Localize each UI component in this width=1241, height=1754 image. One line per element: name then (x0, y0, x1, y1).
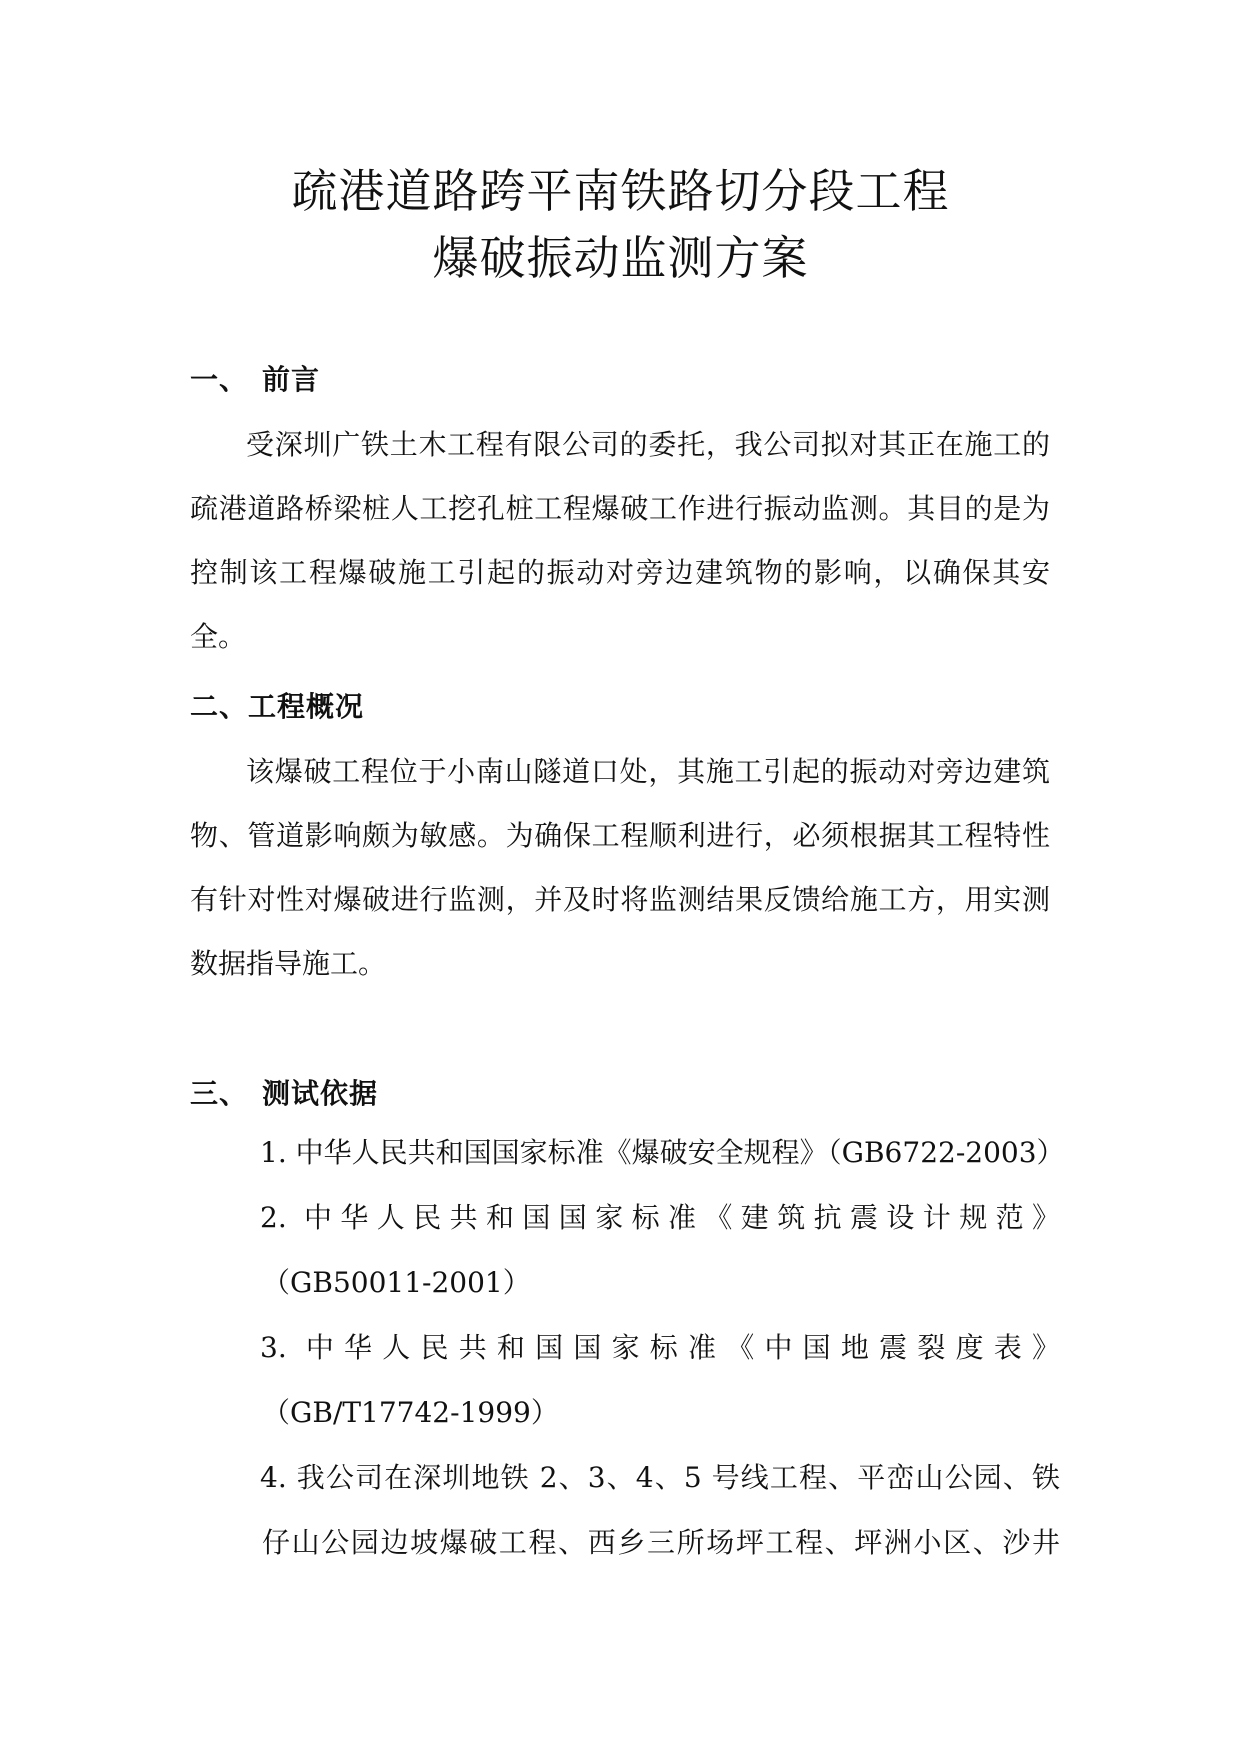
reference-item-4-line-2: 仔山公园边坡爆破工程、西乡三所场坪工程、坪洲小区、沙井 (262, 1526, 1060, 1559)
section-1-title: 前言 (262, 363, 321, 396)
section-2-title: 工程概况 (248, 690, 365, 723)
section-3-title: 测试依据 (262, 1077, 379, 1110)
reference-item-1: 1. 中华人民共和国国家标准《爆破安全规程》（GB6722-2003） (260, 1136, 1065, 1169)
section-2-number: 二、 (190, 690, 249, 723)
section-3-number: 三、 (190, 1077, 249, 1110)
section-1-heading (190, 358, 320, 398)
section-3-heading (190, 1072, 378, 1112)
document-title-line-2: 爆破振动监测方案 (432, 231, 809, 285)
section-1-paragraph: 受深圳广铁土木工程有限公司的委托，我公司拟对其正在施工的疏港道路桥梁桩人工挖孔桩工程爆破工作进行振动监测。其目的是为控制该工程爆破施工引起的振动对旁边建筑物的影响，以确保其安全。 (190, 428, 1050, 653)
section-1-number: 一、 (190, 363, 249, 396)
document-title-line-1: 疏港道路跨平南铁路切分段工程 (291, 164, 950, 218)
reference-item-2-line-2: （GB50011-2001） (262, 1266, 531, 1299)
reference-item-3-line-1: 3. 中华人民共和国国家标准《中国地震裂度表》 (260, 1331, 1060, 1364)
reference-item-4-line-1: 4. 我公司在深圳地铁 2、3、4、5 号线工程、平峦山公园、铁 (260, 1461, 1060, 1494)
section-2-paragraph: 该爆破工程位于小南山隧道口处，其施工引起的振动对旁边建筑物、管道影响颇为敏感。为确保工程顺利进行，必须根据其工程特性有针对性对爆破进行监测，并及时将监测结果反馈给施工方，用实测数据指导施工。 (190, 755, 1050, 980)
section-2-heading (190, 685, 364, 725)
reference-item-3-line-2: （GB/T17742-1999） (262, 1396, 559, 1429)
reference-item-2-line-1: 2. 中华人民共和国国家标准《建筑抗震设计规范》 (260, 1201, 1060, 1234)
